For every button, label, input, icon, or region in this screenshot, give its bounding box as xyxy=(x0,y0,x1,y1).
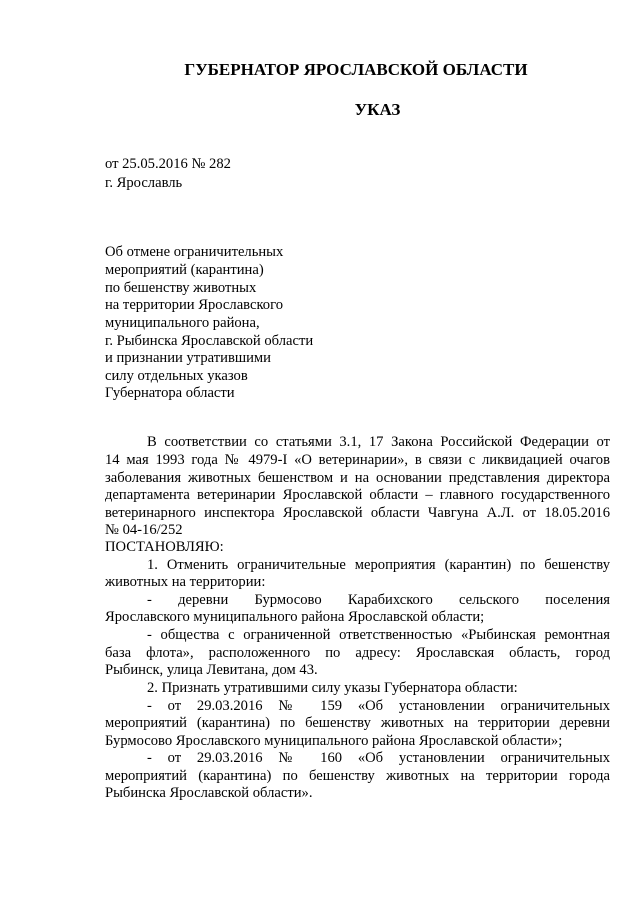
item-2-bullet-line: мероприятий (карантина) по бешенству животных на территории города xyxy=(105,768,610,784)
item-1-line: животных на территории: xyxy=(105,574,266,590)
subject-line: Об отмене ограничительных xyxy=(105,244,284,260)
city: г. Ярославль xyxy=(105,175,183,191)
preamble-line: 14 мая 1993 года № 4979-I «О ветеринарии», в связи с ликвидацией очагов xyxy=(105,452,610,468)
subject-line: муниципального района, xyxy=(105,315,260,331)
preamble-line: заболевания животных бешенством и на основании представления директора xyxy=(105,470,610,486)
item-1-bullet-line: - деревни Бурмосово Карабихского сельского поселения xyxy=(147,592,610,608)
item-1-bullet-line: Ярославского муниципального района Ярославской области; xyxy=(105,609,485,625)
preamble-line: № 04-16/252 xyxy=(105,522,183,538)
preamble-line: ветеринарного инспектора Ярославской области Чавгуна А.Л. от 18.05.2016 xyxy=(105,505,610,521)
subject-line: Губернатора области xyxy=(105,385,235,401)
item-2-bullet-line: - от 29.03.2016 № 160 «Об установлении ограничительных xyxy=(147,750,610,766)
preamble-line: департамента ветеринарии Ярославской области – главного государственного xyxy=(105,487,610,503)
subject-line: на территории Ярославского xyxy=(105,297,284,313)
document-type: УКАЗ xyxy=(354,100,401,119)
item-1-bullet-line: база флота», расположенного по адресу: Ярославская область, город xyxy=(105,645,610,661)
subject-line: г. Рыбинска Ярославской области xyxy=(105,333,314,349)
item-2-bullet-line: - от 29.03.2016 № 159 «Об установлении ограничительных xyxy=(147,698,610,714)
subject-line: по бешенству животных xyxy=(105,280,257,296)
preamble-line: В соответствии со статьями 3.1, 17 Закона Российской Федерации от xyxy=(147,434,610,450)
item-1-line: 1. Отменить ограничительные мероприятия (карантин) по бешенству xyxy=(147,557,610,573)
decree-word: ПОСТАНОВЛЯЮ: xyxy=(105,539,224,555)
subject-line: и признании утратившими xyxy=(105,350,271,366)
item-1-bullet-line: Рыбинск, улица Левитана, дом 43. xyxy=(105,662,318,678)
date-number: от 25.05.2016 № 282 xyxy=(105,156,231,172)
item-2-line: 2. Признать утратившими силу указы Губернатора области: xyxy=(147,680,518,696)
item-2-bullet-line: мероприятий (карантина) по бешенству животных на территории деревни xyxy=(105,715,610,731)
item-2-bullet-line: Бурмосово Ярославского муниципального района Ярославской области»; xyxy=(105,733,563,749)
subject-line: мероприятий (карантина) xyxy=(105,262,264,278)
item-2-bullet-line: Рыбинска Ярославской области». xyxy=(105,785,313,801)
subject-line: силу отдельных указов xyxy=(105,368,248,384)
document-title: ГУБЕРНАТОР ЯРОСЛАВСКОЙ ОБЛАСТИ xyxy=(184,60,528,79)
item-1-bullet-line: - общества с ограниченной ответственностью «Рыбинская ремонтная xyxy=(147,627,610,643)
